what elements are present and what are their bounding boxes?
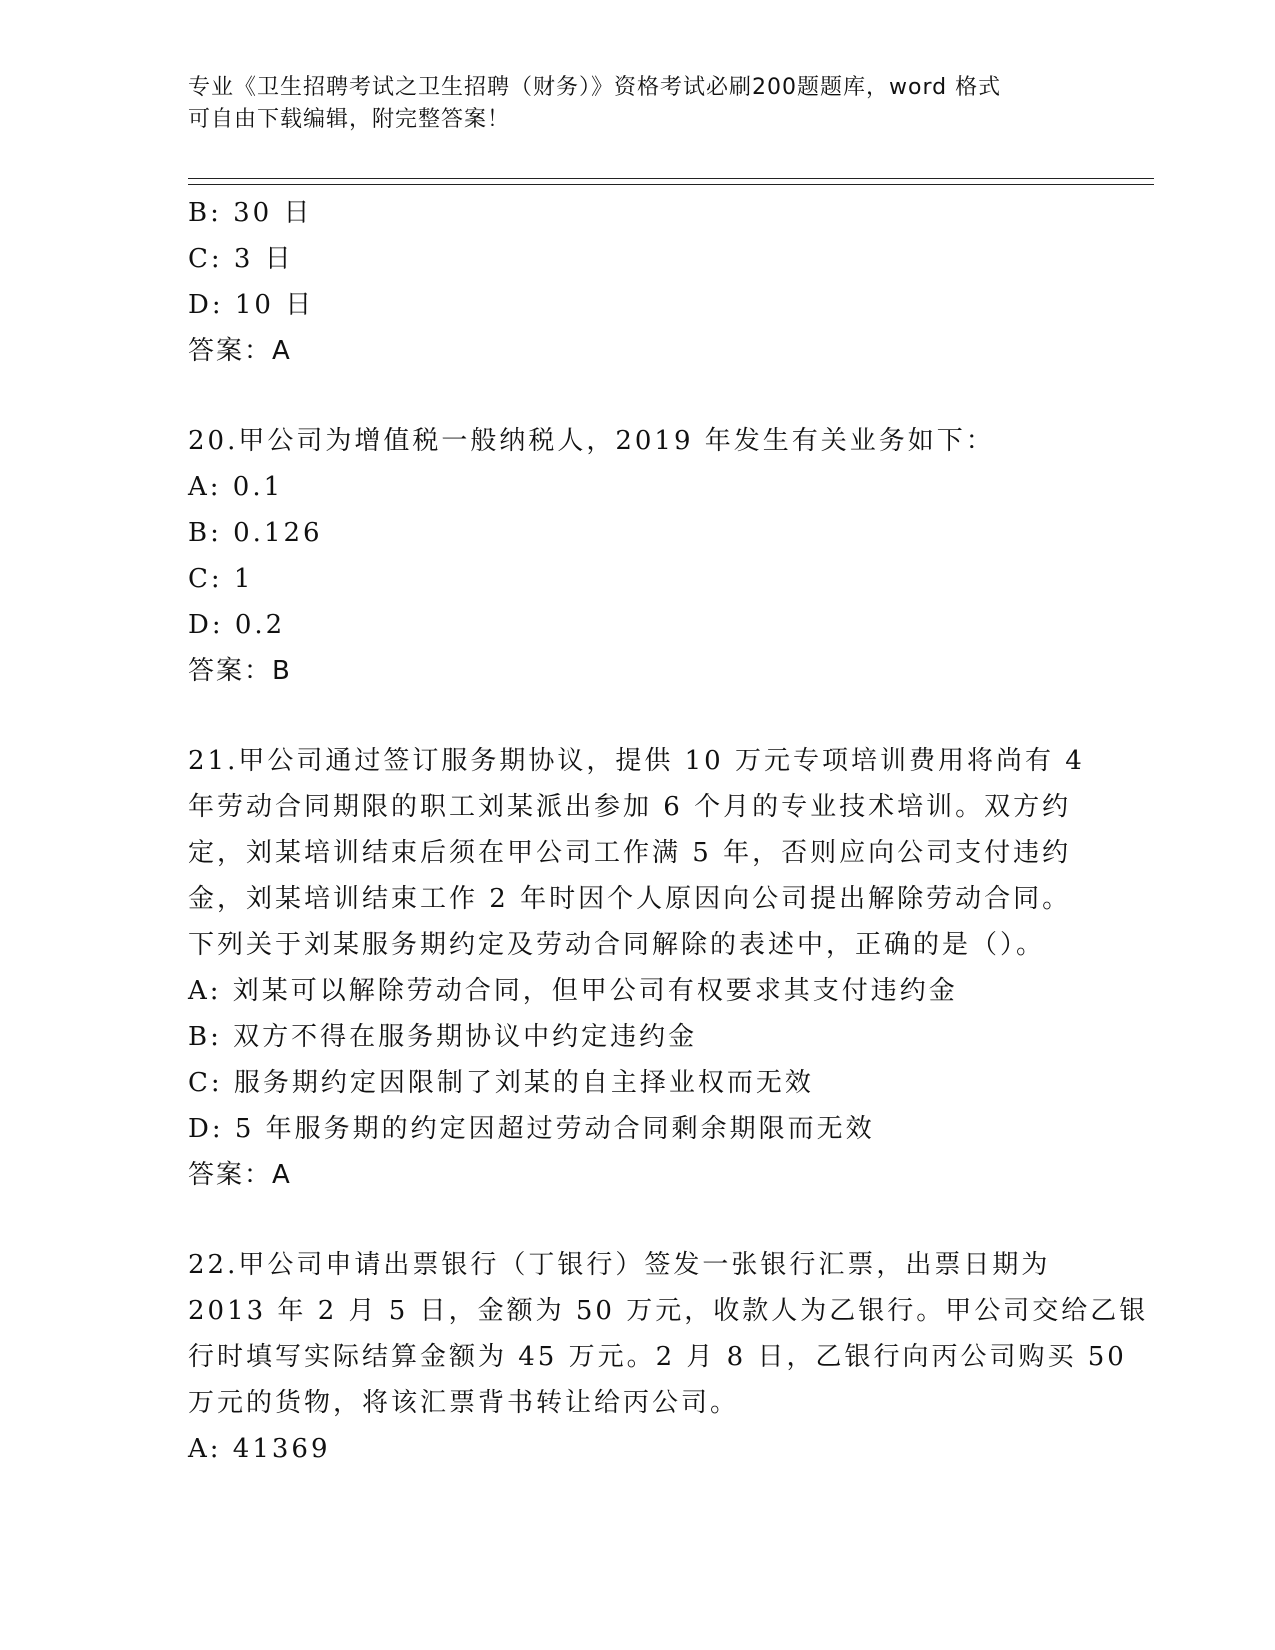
q22-stem-line: 行时填写实际结算金额为 45 万元。2 月 8 日，乙银行向丙公司购买 50	[188, 1342, 1127, 1372]
q21-stem-line: 21.甲公司通过签订服务期协议，提供 10 万元专项培训费用将尚有 4	[188, 746, 1085, 776]
question-20	[188, 418, 1088, 694]
question-21	[188, 738, 1088, 1198]
question-content	[188, 190, 1149, 1472]
page-header	[188, 72, 1068, 136]
question-19-tail	[188, 190, 1088, 374]
q21-option-a: A: 刘某可以解除劳动合同，但甲公司有权要求其支付违约金	[188, 976, 958, 1006]
q19-option-b: B: 30 日	[188, 198, 313, 228]
q20-option-c: C: 1	[188, 564, 254, 594]
q21-option-d: D: 5 年服务期的约定因超过劳动合同剩余期限而无效	[188, 1114, 875, 1144]
q21-option-b: B: 双方不得在服务期协议中约定违约金	[188, 1022, 698, 1052]
question-22	[188, 1242, 1149, 1472]
spacer	[188, 1198, 1088, 1242]
header-divider	[188, 178, 1154, 185]
q21-stem-line: 年劳动合同期限的职工刘某派出参加 6 个月的专业技术培训。双方约	[188, 792, 1072, 822]
q21-option-c: C: 服务期约定因限制了刘某的自主择业权而无效	[188, 1068, 814, 1098]
q20-answer: 答案：B	[188, 656, 292, 686]
q20-option-b: B: 0.126	[188, 518, 323, 548]
q20-option-d: D: 0.2	[188, 610, 286, 640]
q21-answer: 答案：A	[188, 1160, 292, 1190]
q22-stem-line: 万元的货物，将该汇票背书转让给丙公司。	[188, 1388, 740, 1418]
q21-stem-line: 定，刘某培训结束后须在甲公司工作满 5 年，否则应向公司支付违约	[188, 838, 1072, 868]
q21-stem-line: 下列关于刘某服务期约定及劳动合同解除的表述中，正确的是（）。	[188, 930, 1046, 960]
q19-option-d: D: 10 日	[188, 290, 315, 320]
spacer	[188, 694, 1088, 738]
q19-option-c: C: 3 日	[188, 244, 294, 274]
q20-option-a: A: 0.1	[188, 472, 284, 502]
q22-stem-line: 2013 年 2 月 5 日，金额为 50 万元，收款人为乙银行。甲公司交给乙银	[188, 1296, 1149, 1326]
header-title-line-2: 可自由下载编辑，附完整答案！	[188, 107, 511, 132]
q22-stem-line: 22.甲公司申请出票银行（丁银行）签发一张银行汇票，出票日期为	[188, 1250, 1051, 1280]
q20-stem: 20.甲公司为增值税一般纳税人，2019 年发生有关业务如下：	[188, 426, 995, 456]
q19-answer: 答案：A	[188, 336, 292, 366]
q21-stem-line: 金，刘某培训结束工作 2 年时因个人原因向公司提出解除劳动合同。	[188, 884, 1072, 914]
spacer	[188, 374, 1088, 418]
q22-option-a: A: 41369	[188, 1434, 331, 1464]
header-title-line-1: 专业《卫生招聘考试之卫生招聘（财务）》资格考试必刷200题题库，word 格式	[188, 75, 1002, 100]
